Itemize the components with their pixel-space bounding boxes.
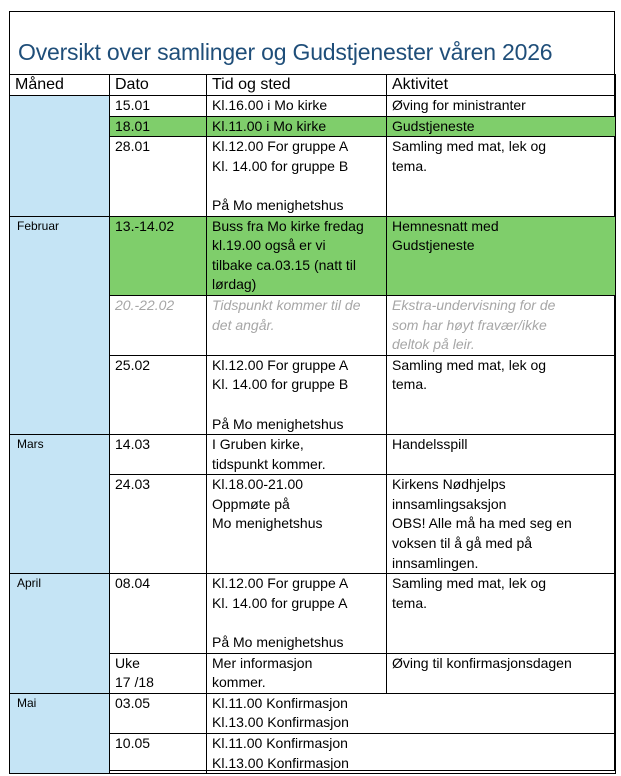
date-cell: 10.05 (110, 734, 207, 774)
activity-cell: Samling med mat, lek og tema. (387, 137, 616, 216)
date-cell: 25.02 (110, 355, 207, 434)
table-header-row (10, 75, 616, 96)
month-cell-march: Mars (10, 435, 110, 574)
date-cell: Uke 17 /18 (110, 653, 207, 693)
activity-cell: Øving for ministranter (387, 96, 616, 117)
header-time-place: Tid og sted (207, 75, 387, 96)
date-cell: 08.04 (110, 574, 207, 653)
date-cell: 15.01 (110, 96, 207, 117)
date-cell: 28.01 (110, 137, 207, 216)
activity-cell: Kirkens Nødhjelps innsamlingsaksjon OBS! Alle må ha med seg en voksen til å gå med på innsamlingen. (387, 475, 616, 574)
time-cell: Tidspunkt kommer til de det angår. (207, 295, 387, 355)
time-cell: Kl.12.00 For gruppe A Kl. 14.00 for gruppe B På Mo menighetshus (207, 137, 387, 216)
time-cell: Mer informasjon kommer. (207, 653, 387, 693)
time-cell: Kl.16.00 i Mo kirke (207, 96, 387, 117)
time-cell: Kl.11.00 Konfirmasjon Kl.13.00 Konfirmasjon (207, 734, 616, 774)
month-cell-april: April (10, 574, 110, 694)
header-date: Dato (110, 75, 207, 96)
date-cell: 18.01 (110, 116, 207, 137)
table-row (10, 216, 616, 295)
date-cell: 20.-22.02 (110, 295, 207, 355)
table-row (10, 574, 616, 653)
header-activity: Aktivitet (387, 75, 616, 96)
time-cell: Buss fra Mo kirke fredag kl.19.00 også er vi tilbake ca.03.15 (natt til lørdag) (207, 216, 387, 295)
activity-cell: Gudstjeneste (387, 116, 616, 137)
date-cell: 14.03 (110, 435, 207, 475)
time-cell: Kl.11.00 Konfirmasjon Kl.13.00 Konfirmasjon (207, 693, 616, 733)
header-month: Måned (10, 75, 110, 96)
month-cell-february: Februar (10, 216, 110, 435)
page-title: Oversikt over samlinger og Gudstjenester våren 2026 (18, 39, 553, 65)
schedule-document (9, 11, 615, 771)
date-cell: 13.-14.02 (110, 216, 207, 295)
time-cell: Kl.18.00-21.00 Oppmøte på Mo menighetshus (207, 475, 387, 574)
month-cell-january (10, 96, 110, 217)
month-cell-may: Mai (10, 693, 110, 773)
date-cell: 03.05 (110, 693, 207, 733)
time-cell: I Gruben kirke, tidspunkt kommer. (207, 435, 387, 475)
activity-cell: Handelsspill (387, 435, 616, 475)
activity-cell: Samling med mat, lek og tema. (387, 574, 616, 653)
table-row (10, 435, 616, 475)
table-row (10, 693, 616, 733)
date-cell: 24.03 (110, 475, 207, 574)
activity-cell: Ekstra-undervisning for de som har høyt fravær/ikke deltok på leir. (387, 295, 616, 355)
time-cell: Kl.12.00 For gruppe A Kl. 14.00 for gruppe B På Mo menighetshus (207, 355, 387, 434)
time-cell: Kl.11.00 i Mo kirke (207, 116, 387, 137)
activity-cell: Hemnesnatt med Gudstjeneste (387, 216, 616, 295)
activity-cell: Øving til konfirmasjonsdagen (387, 653, 616, 693)
table-row (10, 96, 616, 117)
activity-cell: Samling med mat, lek og tema. (387, 355, 616, 434)
time-cell: Kl.12.00 For gruppe A Kl. 14.00 for gruppe A På Mo menighetshus (207, 574, 387, 653)
schedule-table (9, 74, 616, 774)
